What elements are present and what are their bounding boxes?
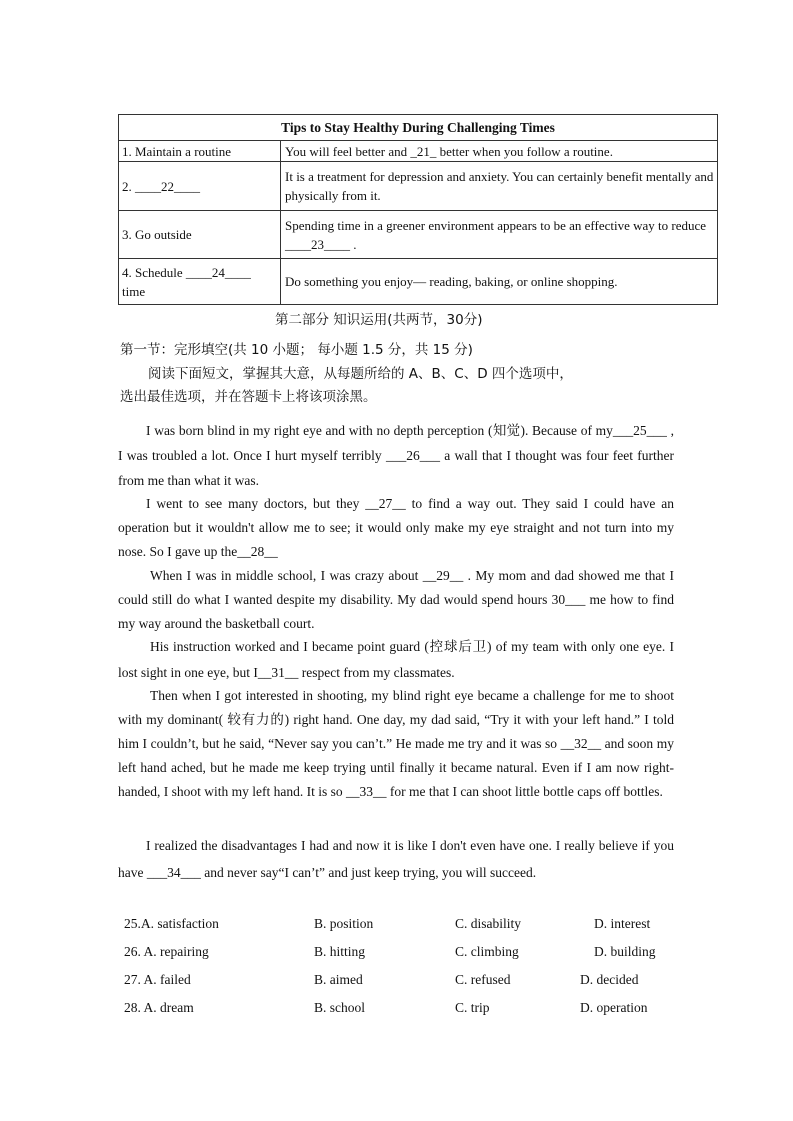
passage-paragraph: I was born blind in my right eye and with no depth perception (知觉). Because of my___25___ , I was troubled a lot. Once I hurt myself terribly ___26___ a wall that I thought was four feet further from me than what it was. xyxy=(118,423,674,488)
passage-paragraph: I went to see many doctors, but they __27__ to find a way out. They said I could have an operation but it wouldn't allow me to see; it would only make my eye straight and not turn into my nose. So I gave up the__28__ xyxy=(118,496,674,559)
option-row xyxy=(124,1000,704,1028)
options-list xyxy=(124,916,704,1028)
table-cell-detail: Do something you enjoy— reading, baking, or online shopping. xyxy=(281,259,718,305)
table-cell-detail: You will feel better and _21_ better when you follow a routine. xyxy=(281,141,718,162)
option-c: C. refused xyxy=(455,972,511,987)
table-cell-tip: 2. ____22____ xyxy=(119,162,281,211)
passage-paragraph: When I was in middle school, I was crazy about __29__ . My mom and dad showed me that I could still do what I wanted despite my disability. My dad would spend hours 30___ me how to find my way around the basketball court. xyxy=(118,568,674,631)
table-cell-tip: 1. Maintain a routine xyxy=(119,141,281,162)
instruction-line: 阅读下面短文，掌握其大意，从每题所给的 A、B、C、D 四个选项中， xyxy=(148,366,573,382)
passage-paragraph: His instruction worked and I became point guard (控球后卫) of my team with only one eye. I lost sight in one eye, but I__31__ respect from my classmates. xyxy=(118,639,674,680)
instruction-line: 选出最佳选项，并在答题卡上将该项涂黑。 xyxy=(120,389,377,405)
option-c: C. climbing xyxy=(455,944,519,959)
option-b: B. position xyxy=(314,916,374,931)
table-row xyxy=(119,162,718,211)
option-c: C. disability xyxy=(455,916,522,931)
option-row xyxy=(124,916,704,944)
option-b: B. school xyxy=(314,1000,366,1015)
option-a: 26. A. repairing xyxy=(124,944,209,959)
table-row xyxy=(119,141,718,162)
tips-table xyxy=(118,114,718,305)
option-d: D. building xyxy=(594,944,656,959)
option-b: B. aimed xyxy=(314,972,363,987)
table-cell-detail: Spending time in a greener environment appears to be an effective way to reduce ____23____ . xyxy=(281,211,718,259)
table-cell-detail: It is a treatment for depression and anxiety. You can certainly benefit mentally and physically from it. xyxy=(281,162,718,211)
option-a: 25.A. satisfaction xyxy=(124,916,219,931)
passage-paragraph: Then when I got interested in shooting, my blind right eye became a challenge for me to shoot with my dominant( 较有力的) right hand. One day, my dad said, “Try it with your left hand.” I told him I couldn’t, but he said, “Never say you can’t.” He made me try and it was so __32__ and soon my left hand ached, but he made me keep trying until finally it became natural. Even if I am now right-handed, I shoot with my left hand. It is so __33__ for me that I can shoot little bottle caps off bottles. xyxy=(118,688,674,799)
table-cell-tip: 3. Go outside xyxy=(119,211,281,259)
table-row xyxy=(119,259,718,305)
passage-paragraph: I realized the disadvantages I had and now it is like I don't even have one. I really believe if you have ___34___ and never say“I can’t” and just keep trying, you will succeed. xyxy=(118,838,674,880)
option-row xyxy=(124,972,704,1000)
option-a: 27. A. failed xyxy=(124,972,191,987)
table-row xyxy=(119,211,718,259)
part-heading: 第二部分 知识运用(共两节，30分) xyxy=(275,312,483,328)
option-a: 28. A. dream xyxy=(124,1000,194,1015)
option-row xyxy=(124,944,704,972)
option-d: D. decided xyxy=(580,972,639,987)
section-heading: 第一节：完形填空(共 10 小题； 每小题 1.5 分，共 15 分) xyxy=(120,342,473,358)
table-cell-tip: 4. Schedule ____24____ time xyxy=(119,259,281,305)
option-b: B. hitting xyxy=(314,944,366,959)
option-d: D. operation xyxy=(580,1000,648,1015)
option-c: C. trip xyxy=(455,1000,490,1015)
table-title: Tips to Stay Healthy During Challenging Times xyxy=(119,115,718,141)
option-d: D. interest xyxy=(594,916,651,931)
